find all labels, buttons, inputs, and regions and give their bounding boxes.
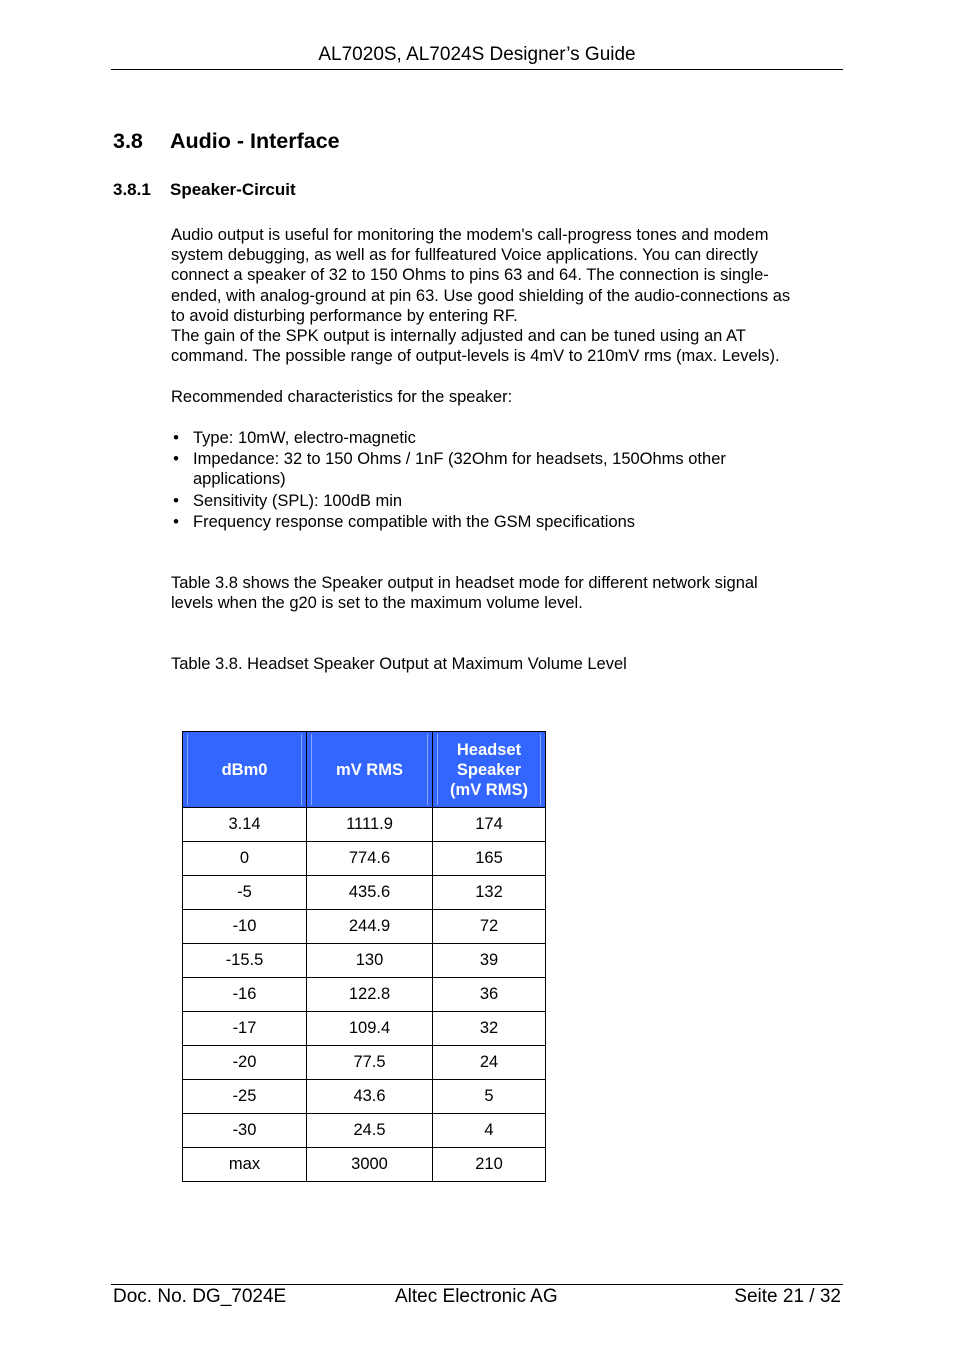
table-cell: -15.5 <box>183 944 307 978</box>
speaker-characteristics-list <box>171 428 851 532</box>
table-cell: 165 <box>433 842 546 876</box>
paragraph-line: Audio output is useful for monitoring the modem's call-progress tones and modem <box>171 226 769 244</box>
table-cell: 109.4 <box>307 1012 433 1046</box>
list-item <box>171 512 851 532</box>
table-cell: 3000 <box>307 1148 433 1182</box>
table-row <box>183 1012 546 1046</box>
paragraph-line: to avoid disturbing performance by entering RF. <box>171 306 518 325</box>
paragraph-line: Table 3.8 shows the Speaker output in headset mode for different network signal <box>171 574 758 592</box>
list-item <box>171 449 851 489</box>
table-cell: 24 <box>433 1046 546 1080</box>
table-row <box>183 808 546 842</box>
table-row <box>183 876 546 910</box>
table-cell: 1111.9 <box>307 808 433 842</box>
table-row <box>183 978 546 1012</box>
table-row <box>183 1148 546 1182</box>
table-row <box>183 1046 546 1080</box>
table-cell: 122.8 <box>307 978 433 1012</box>
paragraph-line: Recommended characteristics for the speaker: <box>171 388 513 406</box>
subsection-title: Speaker-Circuit <box>170 180 296 199</box>
table-cell: -17 <box>183 1012 307 1046</box>
table-cell: 72 <box>433 910 546 944</box>
section-number: 3.8 <box>113 129 143 153</box>
table-cell: 3.14 <box>183 808 307 842</box>
bullet-icon: • <box>173 450 179 469</box>
table-cell: 43.6 <box>307 1080 433 1114</box>
table-cell: -16 <box>183 978 307 1012</box>
column-header-mv-rms: mV RMS <box>307 732 433 808</box>
table-cell: 5 <box>433 1080 546 1114</box>
table-reference-paragraph <box>171 573 851 613</box>
intro-paragraph <box>171 225 851 366</box>
paragraph-line: ended, with analog-ground at pin 63. Use good shielding of the audio-connections as <box>171 286 791 305</box>
list-item <box>171 491 851 511</box>
footer-doc-number: Doc. No. DG_7024E <box>113 1286 287 1307</box>
paragraph-line: The gain of the SPK output is internally adjusted and can be tuned using an AT <box>171 327 746 346</box>
table-cell: 36 <box>433 978 546 1012</box>
table-cell: -10 <box>183 910 307 944</box>
subsection-heading <box>113 180 296 200</box>
table-caption: Table 3.8. Headset Speaker Output at Maximum Volume Level <box>171 655 627 673</box>
table-cell: 435.6 <box>307 876 433 910</box>
section-heading <box>113 129 340 154</box>
headset-speaker-output-table <box>182 731 546 1182</box>
table-row <box>183 910 546 944</box>
table-cell: -20 <box>183 1046 307 1080</box>
list-item-text: Sensitivity (SPL): 100dB min <box>193 491 403 510</box>
list-item-text: Type: 10mW, electro-magnetic <box>193 429 416 447</box>
table-row <box>183 1080 546 1114</box>
table-cell: 0 <box>183 842 307 876</box>
bullet-icon: • <box>173 429 179 447</box>
table-cell: 244.9 <box>307 910 433 944</box>
table-row <box>183 944 546 978</box>
table-row <box>183 1114 546 1148</box>
table-cell: -5 <box>183 876 307 910</box>
subsection-number: 3.8.1 <box>113 180 151 199</box>
paragraph-line: system debugging, as well as for fullfeatured Voice applications. You can directly <box>171 246 759 265</box>
table-cell: 32 <box>433 1012 546 1046</box>
table-cell: 77.5 <box>307 1046 433 1080</box>
list-item <box>171 428 851 448</box>
footer-page-number: Seite 21 / 32 <box>734 1286 841 1307</box>
bullet-icon: • <box>173 512 179 531</box>
table-cell: 210 <box>433 1148 546 1182</box>
table-cell: 24.5 <box>307 1114 433 1148</box>
table-cell: -30 <box>183 1114 307 1148</box>
table-cell: 39 <box>433 944 546 978</box>
bullet-icon: • <box>173 491 179 510</box>
table-header-row <box>183 732 546 808</box>
recommended-paragraph <box>171 387 851 407</box>
column-header-headset-speaker: Headset Speaker (mV RMS) <box>433 732 546 808</box>
column-header-dbm0: dBm0 <box>183 732 307 808</box>
table-cell: 174 <box>433 808 546 842</box>
list-item-text: Frequency response compatible with the GSM specifications <box>193 512 636 531</box>
list-item-text: applications) <box>193 470 286 489</box>
page-header-title: AL7020S, AL7024S Designer’s Guide <box>318 44 636 65</box>
paragraph-line: connect a speaker of 32 to 150 Ohms to pins 63 and 64. The connection is single- <box>171 266 769 285</box>
table-row <box>183 842 546 876</box>
paragraph-line: command. The possible range of output-levels is 4mV to 210mV rms (max. Levels). <box>171 347 780 366</box>
table-cell: -25 <box>183 1080 307 1114</box>
header-divider <box>111 69 843 70</box>
section-title: Audio - Interface <box>170 129 340 153</box>
table-cell: 130 <box>307 944 433 978</box>
table-cell: 132 <box>433 876 546 910</box>
footer-divider <box>111 1284 843 1285</box>
footer-company: Altec Electronic AG <box>395 1286 558 1307</box>
list-item-text: Impedance: 32 to 150 Ohms / 1nF (32Ohm for headsets, 150Ohms other <box>193 450 726 469</box>
table-cell: 774.6 <box>307 842 433 876</box>
paragraph-line: levels when the g20 is set to the maximum volume level. <box>171 594 583 613</box>
table-cell: max <box>183 1148 307 1182</box>
table-cell: 4 <box>433 1114 546 1148</box>
